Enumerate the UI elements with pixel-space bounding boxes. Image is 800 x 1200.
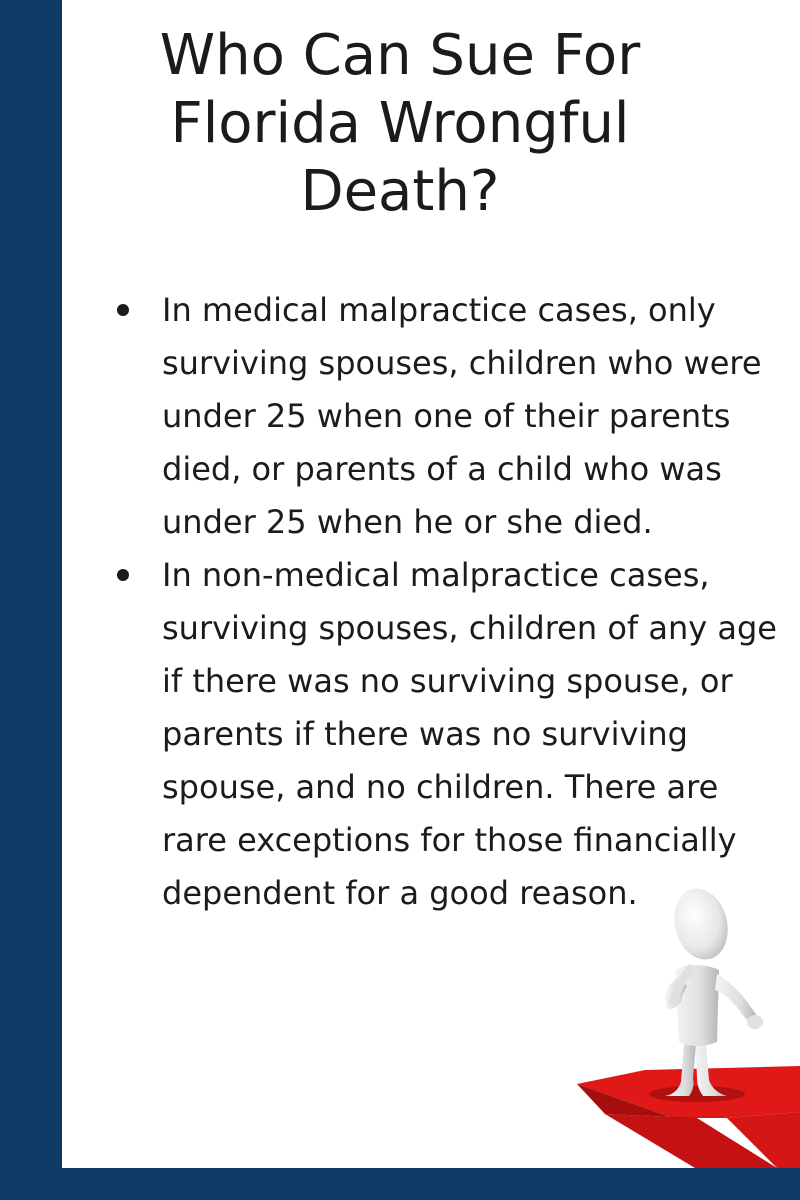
bullet-dot-icon xyxy=(117,304,129,316)
list-item xyxy=(112,549,777,920)
bullet-2-line-4: parents if there was no surviving xyxy=(162,715,688,753)
bullet-1-line-3: under 25 when one of their parents xyxy=(162,397,731,435)
bullet-2-line-7: dependent for a good reason. xyxy=(162,874,638,912)
bullet-2-line-2: surviving spouses, children of any age xyxy=(162,609,777,647)
list-item xyxy=(112,284,772,549)
bullet-2-line-5: spouse, and no children. There are xyxy=(162,768,719,806)
bullet-2-line-1: In non-medical malpractice cases, xyxy=(162,556,710,594)
bullet-1-line-5: under 25 when he or she died. xyxy=(162,503,653,541)
bullet-1-line-2: surviving spouses, children who were xyxy=(162,344,762,382)
thinking-figure-illustration xyxy=(577,882,800,1168)
title-line-2: Florida Wrongful xyxy=(170,91,630,156)
bullet-2-line-6: rare exceptions for those financially xyxy=(162,821,737,859)
title-line-3: Death? xyxy=(300,159,500,224)
content-card xyxy=(62,0,800,1168)
page-title xyxy=(100,22,700,226)
bullet-1-line-4: died, or parents of a child who was xyxy=(162,450,722,488)
bullet-2-line-3: if there was no surviving spouse, or xyxy=(162,662,733,700)
bullet-1-line-1: In medical malpractice cases, only xyxy=(162,291,716,329)
bullet-dot-icon xyxy=(117,569,129,581)
bullet-list xyxy=(112,284,777,920)
title-line-1: Who Can Sue For xyxy=(159,23,641,88)
